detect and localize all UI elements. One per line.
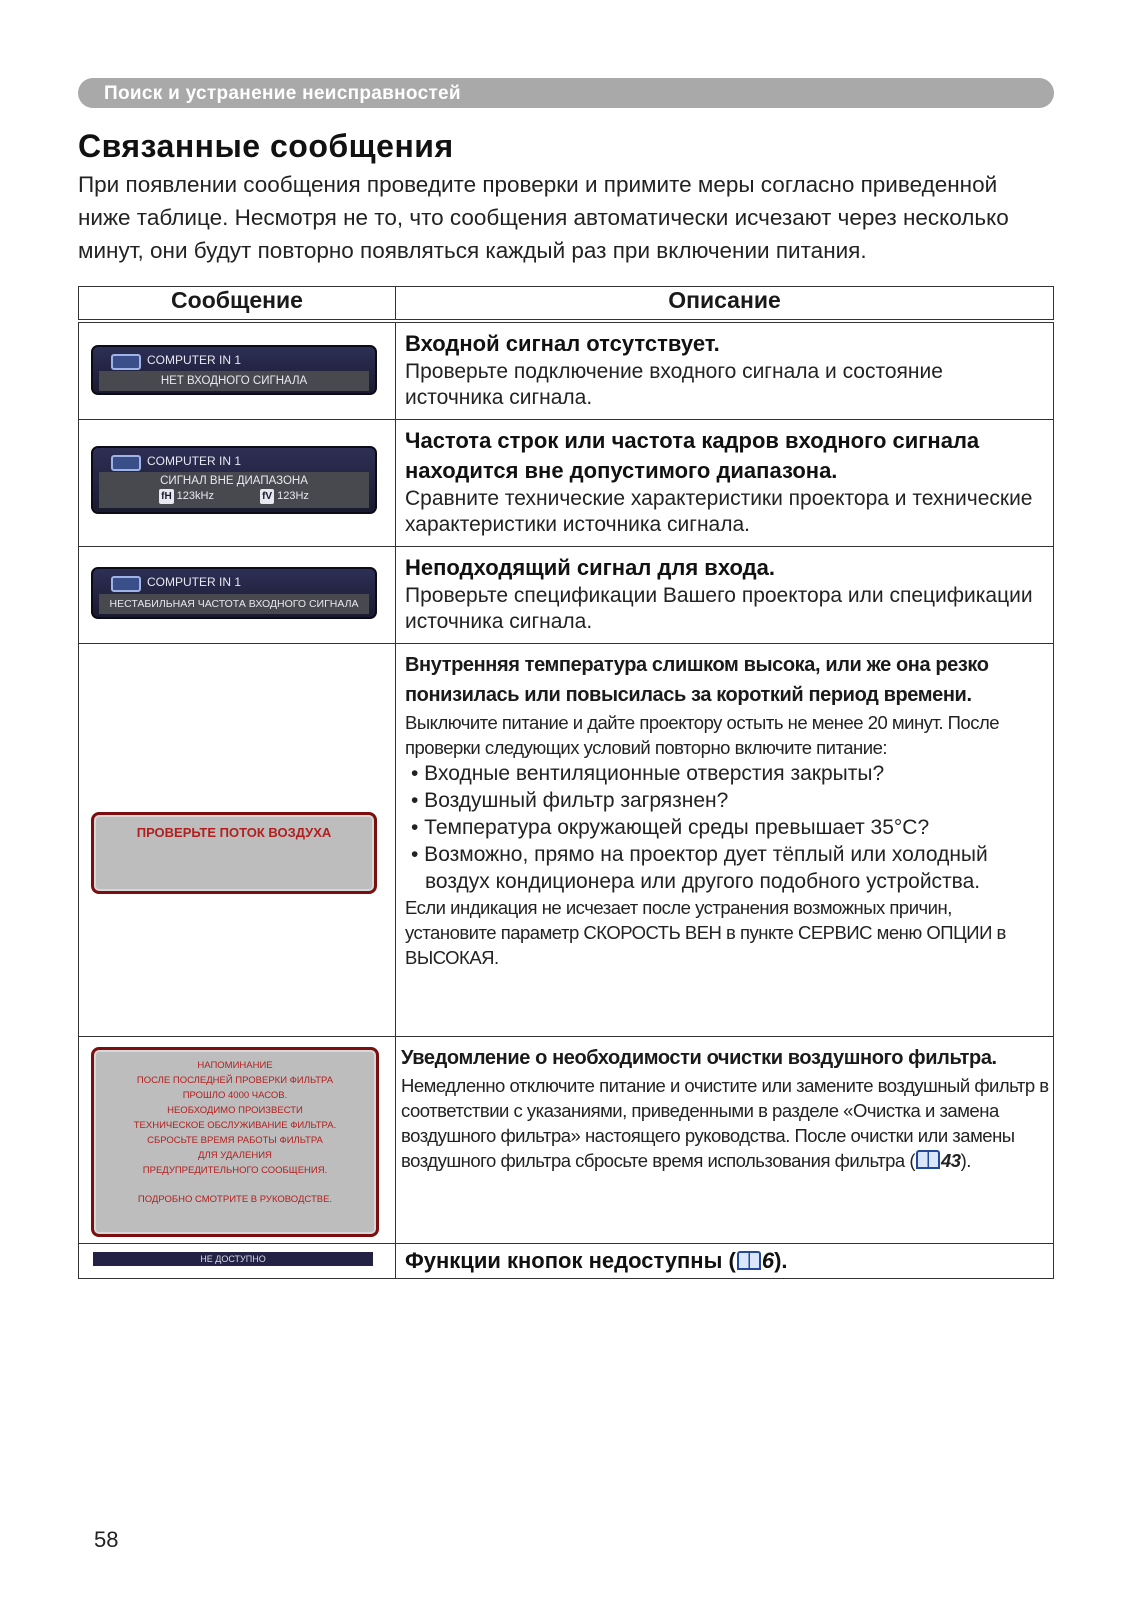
book-reference-icon xyxy=(916,1150,940,1169)
description-title: Неподходящий сигнал для входа. xyxy=(405,555,775,580)
osd-message-text: НЕТ ВХОДНОГО СИГНАЛА xyxy=(99,371,369,391)
osd-reminder-line: ПРОШЛО 4000 ЧАСОВ. xyxy=(182,1090,288,1101)
description-title: Уведомление о необходимости очистки воздушного фильтра. xyxy=(401,1047,997,1069)
description-title-end: ). xyxy=(774,1248,788,1273)
description-cell xyxy=(396,420,1054,547)
osd-source-label: COMPUTER IN 1 xyxy=(147,353,242,367)
description-cell xyxy=(396,1244,1054,1279)
table-row xyxy=(79,547,1054,644)
message-cell xyxy=(79,1037,396,1244)
header-description: Описание xyxy=(396,287,1054,322)
table-row xyxy=(79,420,1054,547)
osd-reminder-line: СБРОСЬТЕ ВРЕМЯ РАБОТЫ ФИЛЬТРА xyxy=(147,1135,323,1146)
table-header-row xyxy=(79,287,1054,322)
section-header-label: Поиск и устранение неисправностей xyxy=(104,83,461,104)
message-cell xyxy=(79,1244,396,1279)
table-row xyxy=(79,1244,1054,1279)
fh-badge: fH xyxy=(161,491,172,502)
osd-reminder-line: ПРЕДУПРЕДИТЕЛЬНОГО СООБЩЕНИЯ. xyxy=(142,1165,328,1176)
description-title: Внутренняя температура слишком высока, или же она резко понизилась или повысилась за короткий период времени. xyxy=(405,654,989,706)
osd-message-text: ПРОВЕРЬТЕ ПОТОК ВОЗДУХА xyxy=(136,825,332,840)
osd-reminder-line: ТЕХНИЧЕСКОЕ ОБСЛУЖИВАНИЕ ФИЛЬТРА. xyxy=(133,1120,337,1131)
osd-frequency-line xyxy=(99,489,369,504)
osd-reminder-line: НАПОМИНАНИЕ xyxy=(197,1060,273,1071)
table-row xyxy=(79,321,1054,420)
page-number: 58 xyxy=(94,1527,119,1552)
page-title: Связанные сообщения xyxy=(78,128,454,164)
page-reference[interactable]: 43 xyxy=(941,1150,961,1171)
fv-value: 123Hz xyxy=(277,490,309,502)
osd-unstable-signal xyxy=(91,567,377,619)
osd-source-label: COMPUTER IN 1 xyxy=(147,454,242,468)
description-title: Частота строк или частота кадров входного сигнала находится вне допустимого диапазона. xyxy=(405,428,980,483)
osd-message-text: НЕСТАБИЛЬНАЯ ЧАСТОТА ВХОДНОГО СИГНАЛА xyxy=(99,594,369,614)
message-cell xyxy=(79,420,396,547)
intro-paragraph: При появлении сообщения проведите проверки и примите меры согласно приведенной ниже таблице. Несмотря не то, что сообщения автоматически исчезают через несколько минут, они будут повторно появляться каждый раз при включении питания. xyxy=(78,172,1009,263)
table-row xyxy=(79,1037,1054,1244)
osd-message-text: СИГНАЛ ВНЕ ДИАПАЗОНА xyxy=(160,475,308,487)
description-cell xyxy=(396,644,1054,1037)
description-cell xyxy=(396,321,1054,420)
osd-reminder-line: ПОСЛЕ ПОСЛЕДНЕЙ ПРОВЕРКИ ФИЛЬТРА xyxy=(136,1075,334,1086)
description-body: Проверьте спецификации Вашего проектора или спецификации источника сигнала. xyxy=(405,584,1033,633)
osd-reminder-line: ДЛЯ УДАЛЕНИЯ xyxy=(198,1150,272,1161)
vga-port-icon xyxy=(111,354,141,370)
osd-out-of-range xyxy=(91,446,377,514)
description-body xyxy=(401,1073,1049,1173)
osd-check-airflow xyxy=(91,812,377,894)
osd-not-available: НЕ ДОСТУПНО xyxy=(93,1252,373,1266)
osd-no-signal xyxy=(91,345,377,395)
description-body: Выключите питание и дайте проектору остыть не менее 20 минут. После проверки следующих условий повторно включите питание: xyxy=(405,712,1000,758)
osd-source-label: COMPUTER IN 1 xyxy=(147,575,242,589)
description-title-text: Функции кнопок недоступны ( xyxy=(405,1248,736,1273)
osd-reminder-line: ПОДРОБНО СМОТРИТЕ В РУКОВОДСТВЕ. xyxy=(137,1194,333,1205)
description-body: Сравните технические характеристики проектора и технические характеристики источника сигнала. xyxy=(405,487,1033,536)
description-cell xyxy=(396,547,1054,644)
description-footer: Если индикация не исчезает после устранения возможных причин, установите параметр СКОРОСТЬ ВЕН в пункте СЕРВИС меню ОПЦИИ в ВЫСОКАЯ. xyxy=(405,897,1006,968)
bullet-item: • Возможно, прямо на проектор дует тёплый или холодный воздух кондиционера или другого подобного устройства. xyxy=(411,843,988,893)
book-reference-icon xyxy=(737,1251,761,1270)
section-header-bar xyxy=(78,78,1054,108)
osd-filter-reminder xyxy=(91,1047,379,1237)
osd-message-box xyxy=(99,472,369,508)
fh-value: 123kHz xyxy=(176,490,214,502)
osd-reminder-lines xyxy=(94,1050,376,1207)
page-reference[interactable]: 6 xyxy=(761,1248,775,1273)
vga-port-icon xyxy=(111,576,141,592)
table-row xyxy=(79,644,1054,1037)
description-body-text: Немедленно отключите питание и очистите или замените воздушный фильтр в соответствии с указаниями, приведенными в разделе «Очистка и замена воздушного фильтра» настоящего руководства. После очистки или замены воздушного фильтра сбросьте время использования фильтра ( xyxy=(401,1075,1049,1171)
description-cell xyxy=(396,1037,1054,1244)
description-body-end: ). xyxy=(960,1150,971,1171)
vga-port-icon xyxy=(111,455,141,471)
description-title: Входной сигнал отсутствует. xyxy=(405,331,720,356)
fv-badge: fV xyxy=(262,491,273,502)
bullet-item: • Температура окружающей среды превышает 35°C? xyxy=(411,816,930,839)
description-body: Проверьте подключение входного сигнала и состояние источника сигнала. xyxy=(405,360,943,409)
message-cell xyxy=(79,644,396,1037)
osd-reminder-line: НЕОБХОДИМО ПРОИЗВЕСТИ xyxy=(167,1105,303,1116)
bullet-item: • Входные вентиляционные отверстия закрыты? xyxy=(411,762,885,785)
header-message: Сообщение xyxy=(79,287,396,322)
message-cell xyxy=(79,321,396,420)
messages-table xyxy=(78,286,1054,1279)
bullet-item: • Воздушный фильтр загрязнен? xyxy=(411,789,729,812)
message-cell xyxy=(79,547,396,644)
description-title xyxy=(405,1246,1045,1276)
